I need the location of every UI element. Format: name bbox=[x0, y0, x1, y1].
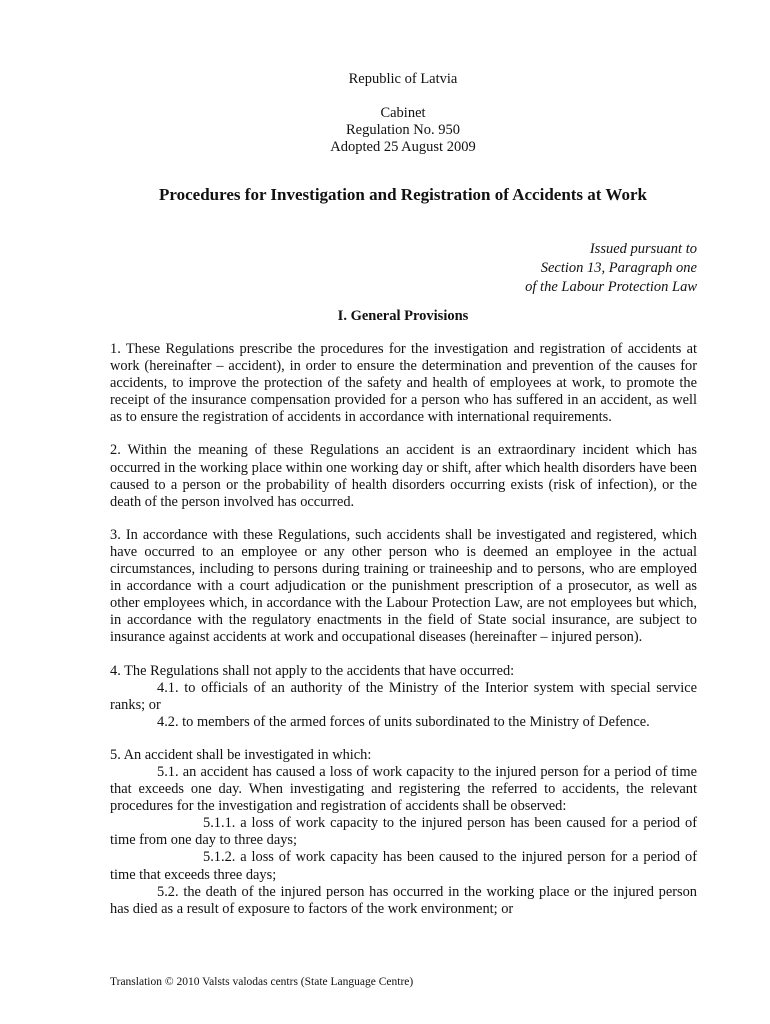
paragraph-4-1: 4.1. to officials of an authority of the Ministry of the Interior system with special service ranks; or bbox=[110, 679, 697, 713]
issued-line-1: Issued pursuant to bbox=[589, 241, 697, 257]
paragraph-5-1-2: 5.1.2. a loss of work capacity has been caused to the injured person for a period of time that exceeds three days; bbox=[110, 849, 697, 883]
paragraph-5-1-1: 5.1.1. a loss of work capacity to the injured person has been caused for a period of time from one day to three days; bbox=[110, 815, 697, 849]
translation-footer: Translation © 2010 Valsts valodas centrs (State Language Centre) bbox=[110, 976, 414, 988]
section-title: I. General Provisions bbox=[337, 308, 469, 324]
paragraph-5-2: 5.2. the death of the injured person has occurred in the working place or the injured person has died as a result of exposure to factors of the work environment; or bbox=[110, 883, 697, 917]
paragraph-5: 5. An accident shall be investigated in which: bbox=[110, 746, 372, 763]
header-adopted: Adopted 25 August 2009 bbox=[330, 139, 476, 155]
paragraph-4-2: 4.2. to members of the armed forces of units subordinated to the Ministry of Defence. bbox=[157, 713, 650, 730]
header-regulation: Regulation No. 950 bbox=[346, 122, 460, 138]
paragraph-3: 3. In accordance with these Regulations, such accidents shall be investigated and registered, which have occurred to an employee or any other person who is deemed an employee in the actual circumstances, including to persons during training or traineeship and to persons, who are employed in accordance with a court adjudication or the punishment prescription of a prosecutor, as well as other employees which, in accordance with the Labour Protection Law, are not employees but which, in accordance with the regulatory enactments in the field of State social insurance, are subject to insurance against accidents at work and occupational diseases (hereinafter – injured person). bbox=[110, 526, 697, 646]
document-title: Procedures for Investigation and Registration of Accidents at Work bbox=[159, 185, 647, 204]
header-country: Republic of Latvia bbox=[348, 71, 458, 87]
paragraph-4: 4. The Regulations shall not apply to the accidents that have occurred: bbox=[110, 662, 515, 679]
paragraph-2: 2. Within the meaning of these Regulations an accident is an extraordinary incident which has occurred in the working place within one working day or shift, after which health disorders have been caused to a person or the probability of health disorders occurring exists (risk of infection), or the death of the person involved has occurred. bbox=[110, 442, 697, 510]
paragraph-5-1: 5.1. an accident has caused a loss of work capacity to the injured person for a period of time that exceeds one day. When investigating and registering the referred to accidents, the relevant procedures for the investigation and registration of accidents shall be observed: bbox=[110, 763, 697, 815]
issued-line-3: of the Labour Protection Law bbox=[525, 279, 697, 295]
header-cabinet: Cabinet bbox=[380, 105, 426, 121]
document-body bbox=[110, 341, 697, 918]
issued-pursuant-note bbox=[525, 240, 697, 297]
paragraph-1: 1. These Regulations prescribe the procedures for the investigation and registration of accidents at work (hereinafter – accident), in order to ensure the determination and prevention of the causes for accidents, to improve the protection of the safety and health of employees at work, to promote the receipt of the insurance compensation provided for a person who has suffered in an accident, as well as to ensure the registration of accidents in accordance with international requirements. bbox=[110, 341, 697, 426]
issued-line-2: Section 13, Paragraph one bbox=[540, 260, 697, 276]
